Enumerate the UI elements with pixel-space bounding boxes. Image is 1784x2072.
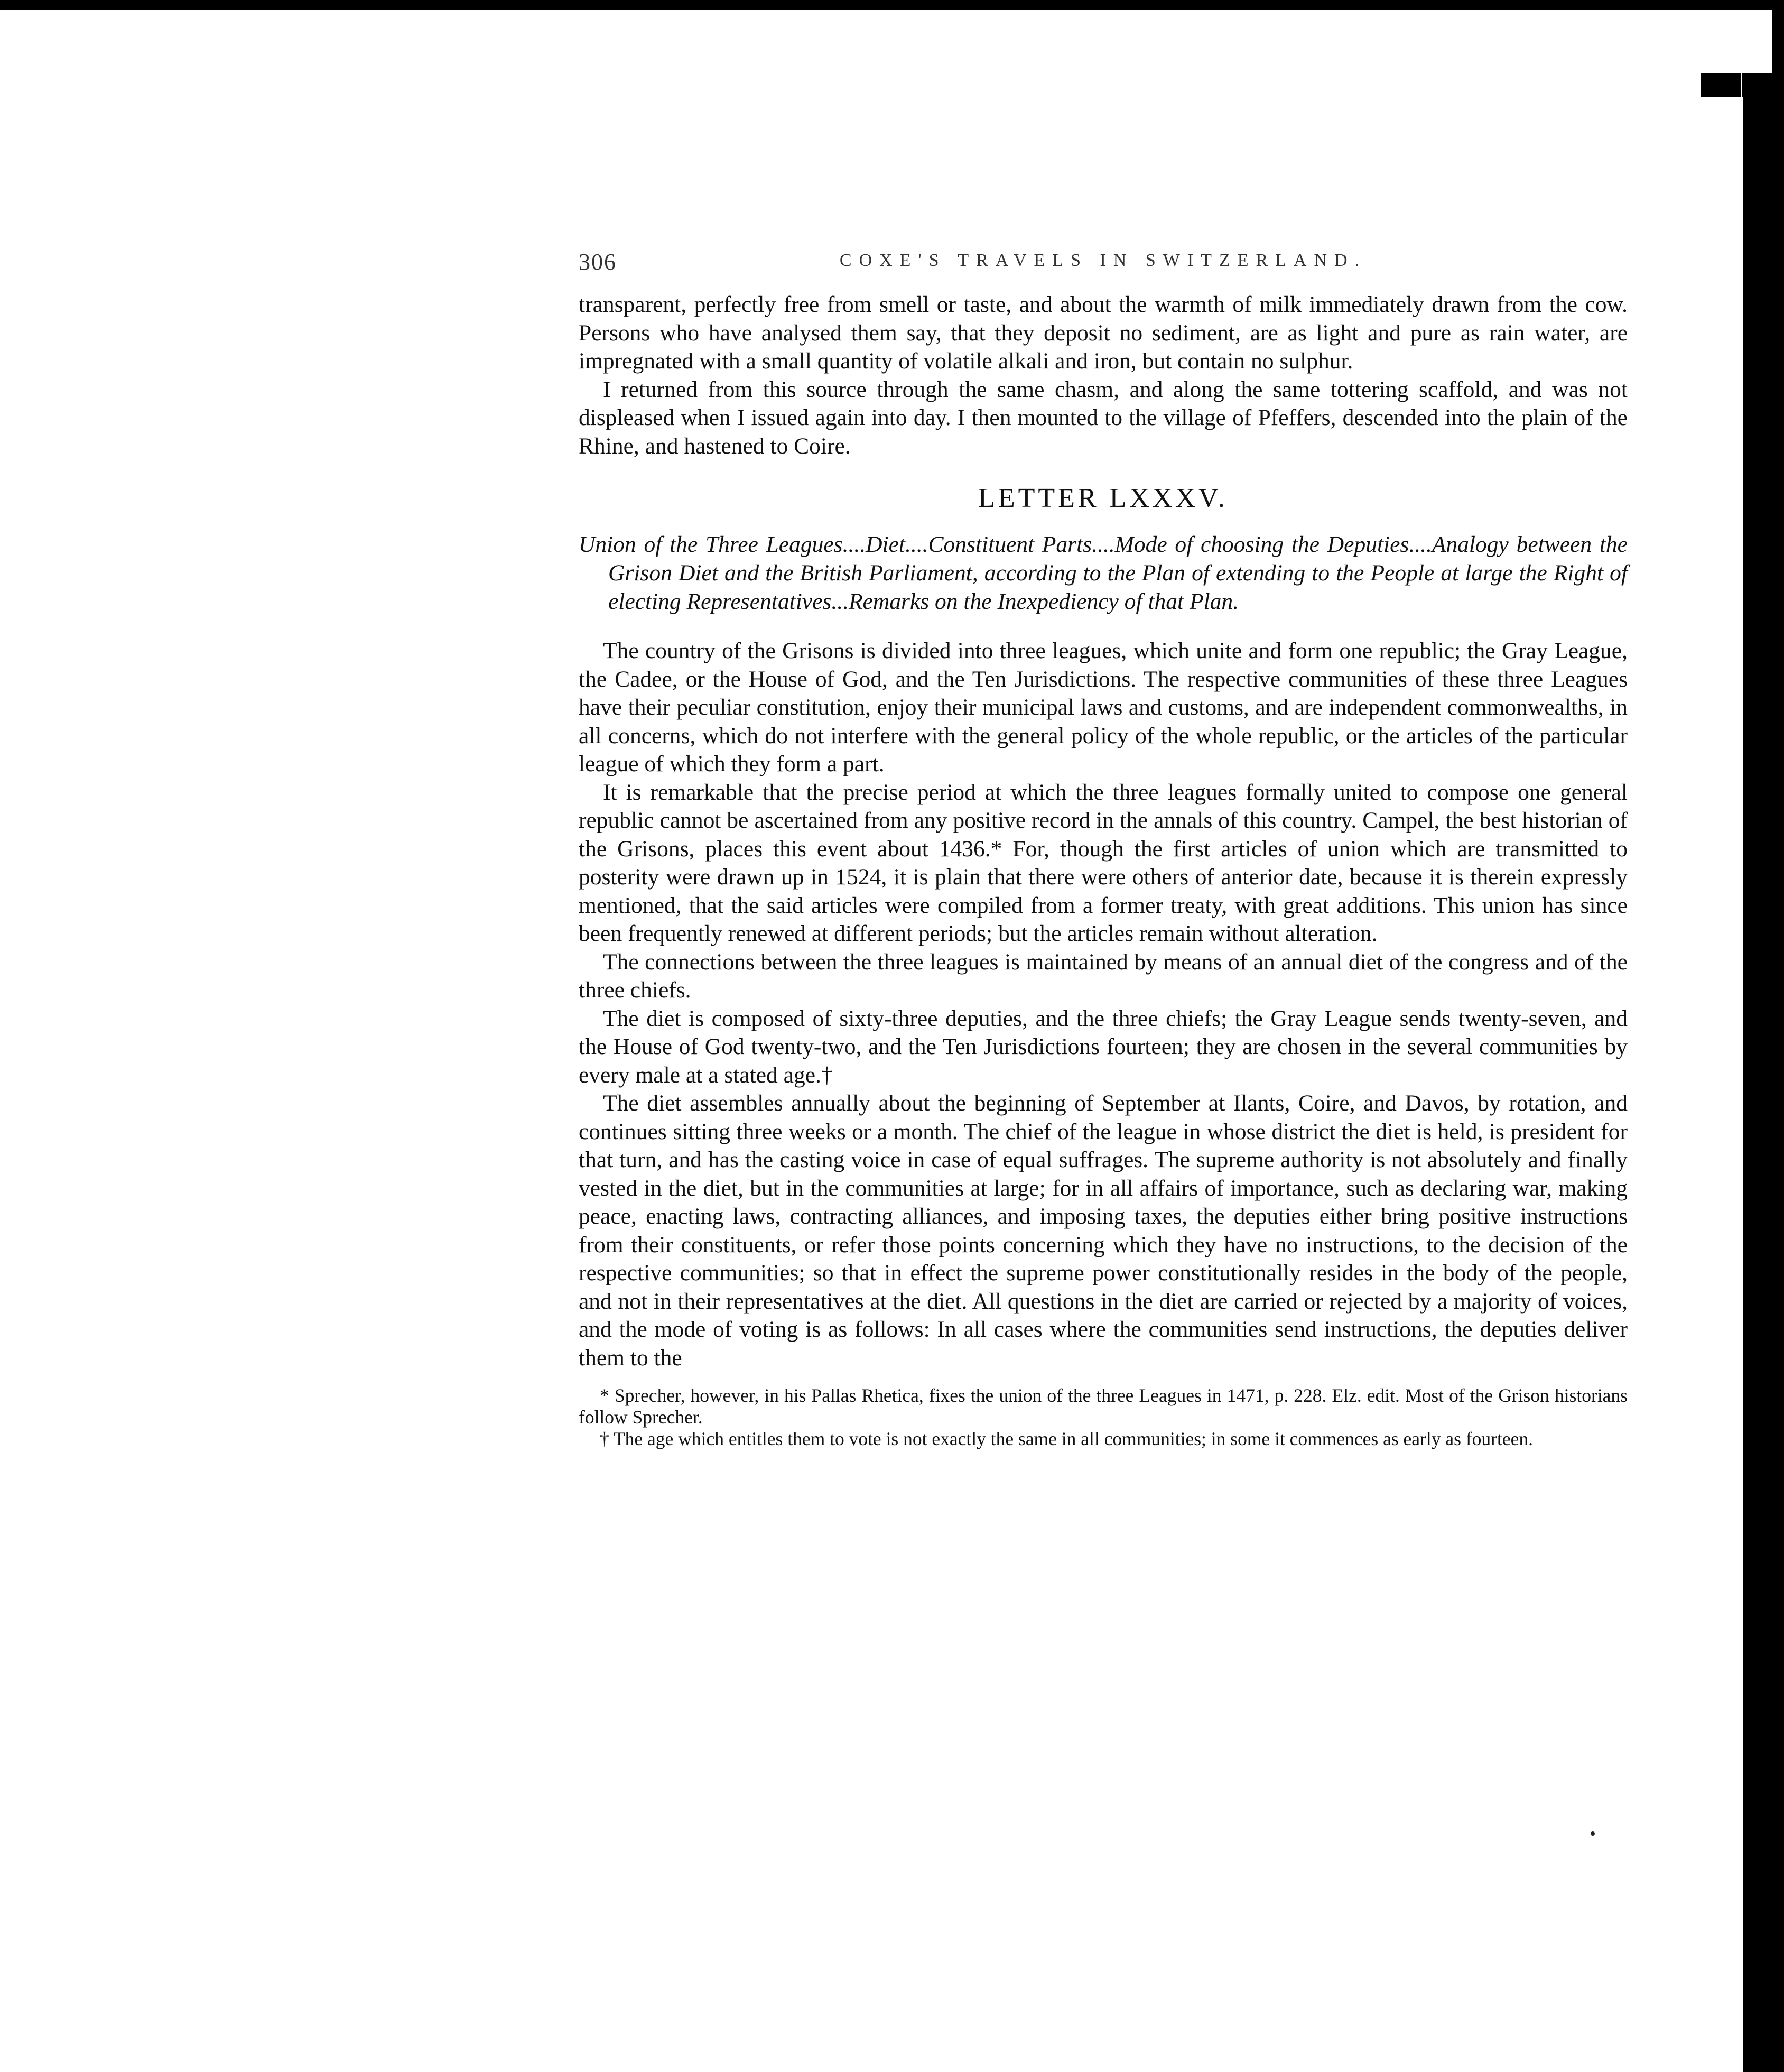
footnote: * Sprecher, however, in his Pallas Rhetica, fixes the union of the three Leagues in 1471, p. 228. Elz. edit. Most of the Grison historians follow Sprecher. — [579, 1385, 1628, 1428]
paragraph: I returned from this source through the same chasm, and along the same tottering scaffold, and was not displeased when I issued again into day. I then mounted to the village of Pfeffers, descended into the plain of the Rhine, and hastened to Coire. — [579, 376, 1628, 459]
paragraph: It is remarkable that the precise period at which the three leagues formally united to compose one general republic cannot be ascertained from any positive record in the annals of this country. Campel, the best historian of the Grisons, places this event about 1436.* For, though the first articles of union which are transmitted to posterity were drawn up in 1524, it is plain that there were others of anterior date, because it is therein expressly mentioned, that the said articles were compiled from a former treaty, with great additions. This union has since been frequently renewed at different periods; but the articles remain without alteration. — [579, 779, 1628, 946]
page-content — [579, 248, 1628, 1450]
footnote: † The age which entitles them to vote is not exactly the same in all communities; in some it commences as early as fourteen. — [600, 1428, 1533, 1449]
scan-speck — [1591, 1832, 1595, 1836]
footnotes — [579, 1385, 1628, 1450]
running-title: COXE'S TRAVELS IN SWITZERLAND. — [839, 251, 1367, 270]
letter-body — [579, 637, 1628, 1372]
page-number: 306 — [579, 249, 617, 275]
paragraph-continuation: transparent, perfectly free from smell or taste, and about the warmth of milk immediately drawn from the cow. Persons who have analysed them say, that they deposit no sediment, are as light and pure as rain water, are impregnated with a small quantity of volatile alkali and iron, but contain no sulphur. — [579, 292, 1628, 374]
scan-border-right — [1772, 0, 1784, 2072]
book-binding-edge — [1743, 73, 1773, 2072]
running-head — [579, 248, 1628, 276]
paragraph: The connections between the three leagues is maintained by means of an annual diet of the congress and of the three chiefs. — [579, 949, 1628, 1003]
paragraph: The country of the Grisons is divided into three leagues, which unite and form one republic; the Gray League, the Cadee, or the House of God, and the Ten Jurisdictions. The respective communities of these three Leagues have their peculiar constitution, enjoy their municipal laws and customs, and are independent commonwealths, in all concerns, which do not interfere with the general policy of the whole republic, or the articles of the particular league of which they form a part. — [579, 638, 1628, 776]
paragraph: The diet is composed of sixty-three deputies, and the three chiefs; the Gray League sends twenty-seven, and the House of God twenty-two, and the Ten Jurisdictions fourteen; they are chosen in the several communities by every male at a stated age.† — [579, 1005, 1628, 1088]
letter-heading: LETTER LXXXV. — [978, 483, 1228, 513]
scan-border-top — [0, 0, 1784, 10]
paragraph: The diet assembles annually about the beginning of September at Ilants, Coire, and Davos, by rotation, and continues sitting three weeks or a month. The chief of the league in whose district the diet is held, is president for that turn, and has the casting voice in case of equal suffrages. The supreme authority is not absolutely and finally vested in the diet, but in the communities at large; for in all affairs of importance, such as declaring war, making peace, enacting laws, contracting alliances, and imposing taxes, the deputies either bring positive instructions from their constituents, or refer those points concerning which they have no instructions, to the decision of the respective communities; so that in effect the supreme power constitutionally resides in the body of the people, and not in their representatives at the diet. All questions in the diet are carried or rejected by a majority of voices, and the mode of voting is as follows: In all cases where the communities send instructions, the deputies deliver them to the — [579, 1090, 1628, 1371]
letter-summary: Union of the Three Leagues....Diet....Constituent Parts....Mode of choosing the Deputies....Analogy between the Grison Diet and the British Parliament, according to the Plan of extending to the People at large the Right of electing Representatives...Remarks on the Inexpediency of that Plan. — [579, 532, 1628, 614]
opening-text — [579, 291, 1628, 460]
